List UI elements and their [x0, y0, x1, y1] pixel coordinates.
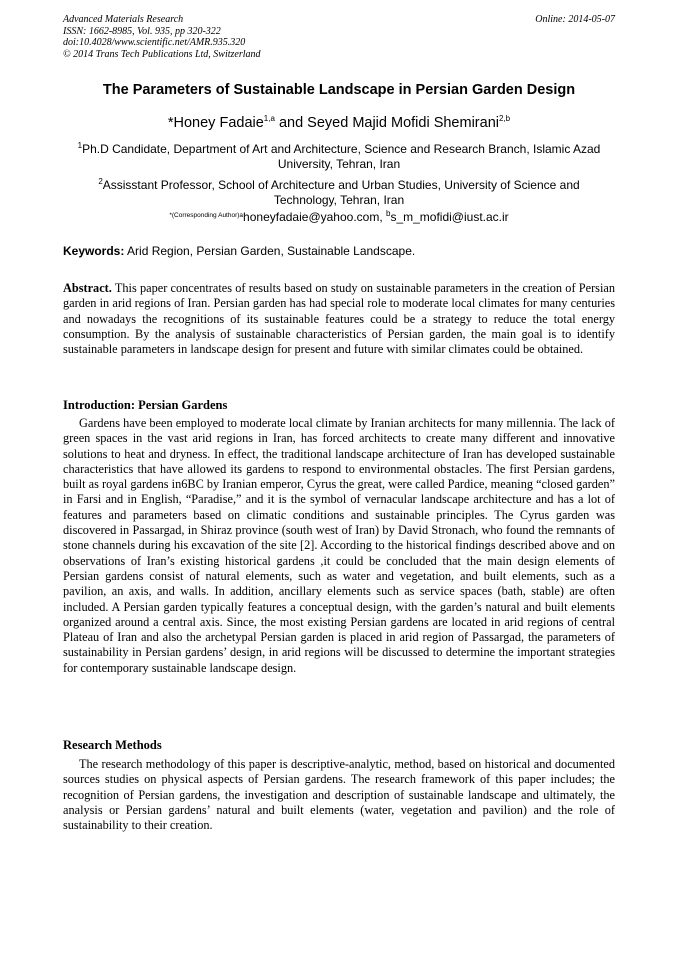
issn-line: ISSN: 1662-8985, Vol. 935, pp 320-322: [63, 25, 221, 37]
affiliation-1: [70, 138, 608, 172]
affiliation-2-text: Assisstant Professor, School of Architecture and Urban Studies, University of Science and Technology, Tehran, Iran: [102, 178, 580, 207]
online-date: Online: 2014-05-07: [535, 14, 615, 25]
keywords-label: Keywords:: [63, 244, 125, 258]
section-text-introduction: Gardens have been employed to moderate local climate by Iranian architects for many millennia. The lack of green spaces in the vast arid regions in Iran, has forced architects to create many different and innovative solutions to heat and dryness. In effect, the traditional landscape architecture of Iran has developed sustainable characteristics that have allowed its gardens to respond to environmental obstacles. The first Persian gardens, built as royal gardens in6BC by Iranian emperor, Cyrus the great, were called Pardice, meaning “closed garden” in Farsi and in English, “Paradise,” and it is the symbol of vernacular landscape architecture and has a lot of features and parameters based on climatic conditions and sustainable principles. The Cyrus garden was discovered in Passargad, in Shiraz province (south west of Iran) by David Stronach, who found the remnants of stone channels during his excavation of the site [2]. According to the historical findings described above and on observations of Iran’s existing historical gardens ,it could be concluded that the main design elements of Persian gardens consist of natural elements, such as water and vegetation, and built elements, such as a pavilion, an axis, and walls. In addition, ancillary elements such as service spaces (bath, stable) are often included. A Persian garden typically features a conceptual design, with the garden’s natural and built elements organized around a central axis. Since, the most existing Persian gardens are located in arid regions of central Plateau of Iran and also the archetypal Persian garden is placed in arid region of Passargad, the parameters of sustainability in Persian gardens’ design, in arid regions will be discussed to determine the important strategies for contemporary sustainable landscape design.: [63, 416, 615, 675]
email-line: [40, 209, 638, 224]
section-heading-research-methods: Research Methods: [63, 738, 162, 752]
email-b-sup: b: [386, 209, 391, 218]
affiliation-2: [70, 174, 608, 208]
abstract-text: This paper concentrates of results based on study on sustainable parameters in the creation of Persian garden in arid regions of Iran. Persian garden has had special role to moderate local climates for many centuries and nowadays the recognitions of its sustainable features could be a strategy to reduce the total energy consumption. By the analysis of sustainable characteristics of Persian garden, the main goal is to identify sustainable parameters in landscape design for present and future with similar climates could be obtained.: [63, 281, 615, 357]
author-1: *Honey Fadaie: [167, 114, 264, 131]
author-2: and Seyed Majid Mofidi Shemirani: [274, 114, 499, 131]
affiliation-2-sup: 2: [98, 177, 103, 186]
keywords-text: Arid Region, Persian Garden, Sustainable Landscape.: [124, 244, 416, 258]
paper-title: The Parameters of Sustainable Landscape in Persian Garden Design: [102, 82, 576, 98]
author-2-sup: 2,b: [498, 114, 511, 123]
section-text-research-methods: The research methodology of this paper is descriptive-analytic, method, based on historical and documented sources studies on physical aspects of Persian gardens. The research framework of this paper includes; the recognition of Persian gardens, the investigation and description of sustainable landscape and ultimately, the analysis or Persian gardens’ natural and built elements (water, vegetation and pavilion) and the role of sustainability to their creation.: [63, 757, 615, 833]
affiliation-1-sup: 1: [77, 141, 83, 150]
author-1-sup: 1,a: [263, 114, 275, 123]
email-b: s_m_mofidi@iust.ac.ir: [390, 210, 509, 224]
section-heading-introduction: Introduction: Persian Gardens: [63, 398, 228, 412]
journal-header: [63, 14, 261, 60]
email-a: honeyfadaie@yahoo.com,: [243, 210, 386, 224]
abstract-label: Abstract.: [63, 281, 112, 295]
abstract: [63, 281, 615, 357]
journal-name: Advanced Materials Research: [63, 14, 184, 25]
affiliation-1-text: Ph.D Candidate, Department of Art and Architecture, Science and Research Branch, Islamic Azad University, Tehran, Iran: [82, 142, 601, 171]
copyright-line: © 2014 Trans Tech Publications Ltd, Switzerland: [63, 48, 261, 60]
doi-line: doi:10.4028/www.scientific.net/AMR.935.320: [63, 37, 246, 48]
corresponding-note: *(Corresponding Author)a: [169, 212, 244, 219]
keywords: [63, 244, 615, 258]
author-line: [40, 114, 638, 131]
